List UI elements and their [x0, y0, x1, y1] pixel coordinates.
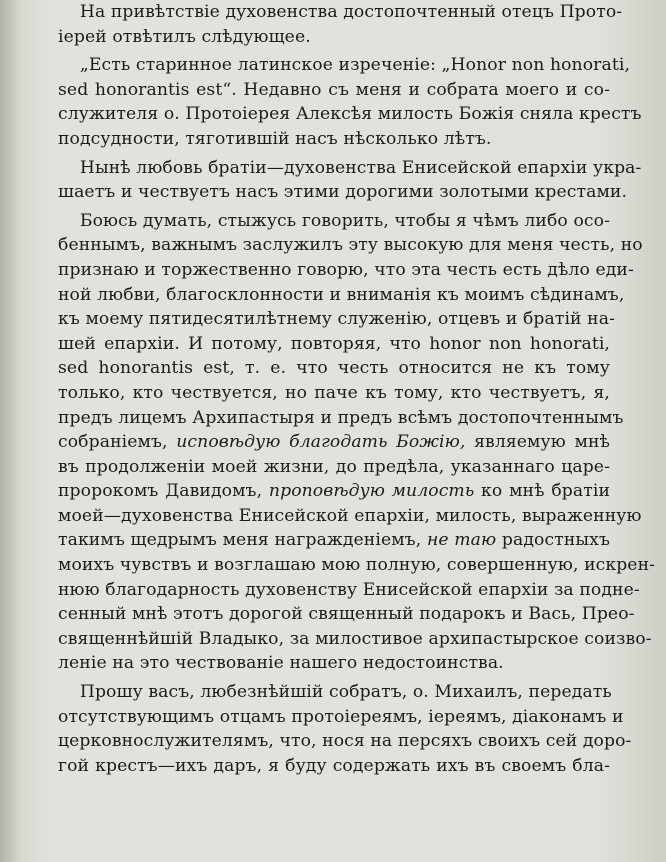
text-line	[58, 528, 610, 553]
paragraph	[58, 0, 623, 49]
text-line: подсудности, тяготившій насъ нѣсколько лѣтъ.	[58, 128, 492, 149]
text-line: шей епархіи. И потому, повторяя, что honor non honorati,	[58, 333, 610, 354]
text-line: предъ лицемъ Архипастыря и предъ всѣмъ достопочтеннымъ	[58, 407, 624, 428]
text-line: беннымъ, важнымъ заслужилъ эту высокую для меня честь, но	[58, 235, 643, 256]
line-segment: собраніемъ,	[58, 432, 177, 453]
text-line: шаетъ и чествуетъ насъ этими дорогими золотыми крестами.	[58, 182, 628, 203]
line-segment: пророкомъ Давидомъ,	[58, 481, 269, 502]
text-line	[58, 430, 610, 455]
text-line: нюю благодарность духовенству Енисейской епархіи за подне-	[58, 579, 640, 600]
paragraph	[58, 680, 632, 778]
text-line: Нынѣ любовь братіи—духовенства Енисейской епархіи укра-	[79, 157, 642, 178]
italic-phrase: не таю	[426, 530, 497, 551]
text-line: церковнослужителямъ, что, нося на персяхъ своихъ сей доро-	[58, 731, 632, 752]
line-segment: такимъ щедрымъ меня награжденіемъ,	[58, 530, 427, 551]
text-line: признаю и торжественно говорю, что эта честь есть дѣло еди-	[58, 259, 634, 280]
text-line: sed honorantis est“. Недавно съ меня и собрата моего и со-	[58, 79, 610, 100]
text-line: Боюсь думать, стыжусь говорить, чтобы я чѣмъ либо осо-	[79, 210, 610, 231]
text-line: Прошу васъ, любезнѣйшій собратъ, о. Михаилъ, передать	[79, 682, 612, 703]
text-line: священнѣйшій Владыко, за милостивое архипастырское соизво-	[58, 628, 652, 649]
text-line: гой крестъ—ихъ даръ, я буду содержать ихъ въ своемъ бла-	[58, 755, 610, 776]
text-line: служителя о. Протоіерея Алексѣя милость Божія сняла крестъ	[58, 104, 642, 125]
text-line: „Есть старинное латинское изреченіе: „Honor non honorati,	[79, 55, 631, 76]
text-line: сенный мнѣ этотъ дорогой священный подарокъ и Вась, Прео-	[58, 604, 635, 625]
paragraph	[58, 53, 642, 151]
text-line: іерей отвѣтилъ слѣдующее.	[58, 26, 311, 47]
line-segment: радостныхъ	[496, 530, 610, 551]
page-gutter-shadow	[0, 0, 22, 862]
text-line: леніе на это чествованіе нашего недостоинства.	[58, 653, 504, 674]
text-line: къ моему пятидесятилѣтнему служенію, отцевъ и братій на-	[58, 309, 615, 330]
text-line: sed honorantis est, т. е. что честь относится не къ тому	[58, 358, 610, 379]
line-segment: являемую мнѣ	[465, 432, 610, 453]
text-line	[58, 479, 610, 504]
text-line: ной любви, благосклонности и вниманія къ моимъ сѣдинамъ,	[58, 284, 625, 305]
page-text	[58, 0, 656, 782]
paragraph	[58, 209, 656, 676]
text-line: отсутствующимъ отцамъ протоіереямъ, іереямъ, діаконамъ и	[58, 706, 624, 727]
italic-phrase: исповѣдую благодать Божію,	[176, 432, 466, 453]
text-line: только, кто чествуется, но паче къ тому, кто чествуетъ, я,	[58, 382, 610, 403]
paragraph	[58, 156, 642, 205]
text-line: моихъ чувствъ и возглашаю мою полную, совершенную, искрен-	[58, 555, 656, 576]
text-line: моей—духовенства Енисейской епархіи, милость, выраженную	[58, 505, 642, 526]
text-line: въ продолженіи моей жизни, до предѣла, указаннаго царе-	[58, 456, 610, 477]
line-segment: ко мнѣ братіи	[474, 481, 610, 502]
italic-phrase: проповѣдую милость	[268, 481, 475, 502]
text-line: На привѣтствіе духовенства достопочтенный отецъ Прото-	[79, 2, 623, 22]
